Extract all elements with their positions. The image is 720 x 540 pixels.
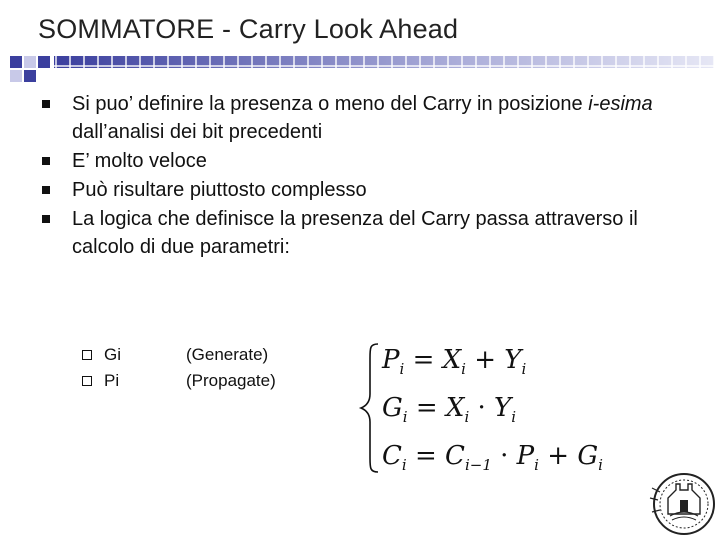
bullet-item xyxy=(38,147,678,175)
square-bullet-icon xyxy=(42,157,50,165)
bullet-list xyxy=(38,90,678,268)
svg-text:Pi = Xi + Yi: $P_i = X_i + Y_i$ xyxy=(382,345,527,378)
parameter-name: Pi xyxy=(104,371,120,390)
header-decoration xyxy=(0,54,720,94)
bullet-text: Può risultare piuttosto complesso xyxy=(72,179,367,201)
bullet-text: La logica che definisce la presenza del Carry passa attraverso il calcolo di due parametri: xyxy=(72,208,638,258)
square-bullet-icon xyxy=(42,186,50,194)
bullet-item xyxy=(38,205,678,261)
university-seal-icon xyxy=(642,468,718,536)
bullet-item xyxy=(38,90,678,146)
parameter-name: Gi xyxy=(104,345,121,364)
svg-text:Gi = Xi · Yi: $G_i = X_i \cdot Y_i$ xyxy=(382,393,517,426)
svg-text:Ci = Ci−1 · Pi + Gi: $C_i = C_{i-1} \cdot P_i + G_i$ xyxy=(382,441,603,474)
parameter-description: (Generate) xyxy=(186,345,269,364)
square-bullet-icon xyxy=(42,100,50,108)
parameter-description: (Propagate) xyxy=(186,371,276,390)
curly-brace xyxy=(361,344,378,472)
hollow-square-bullet-icon xyxy=(82,376,92,386)
hollow-square-bullet-icon xyxy=(82,350,92,360)
slide-title: SOMMATORE - Carry Look Ahead xyxy=(38,14,459,44)
equation-system xyxy=(358,338,603,478)
equation-generate-propagate xyxy=(381,345,526,378)
equation-generate xyxy=(382,393,516,426)
bullet-text: E’ molto veloce xyxy=(72,150,207,172)
equation-carry xyxy=(382,441,603,474)
bullet-text: Si puo’ definire la presenza o meno del Carry in posizione i-esima dall’analisi dei bit precedenti xyxy=(72,93,653,143)
bullet-item xyxy=(38,176,678,204)
square-bullet-icon xyxy=(42,215,50,223)
